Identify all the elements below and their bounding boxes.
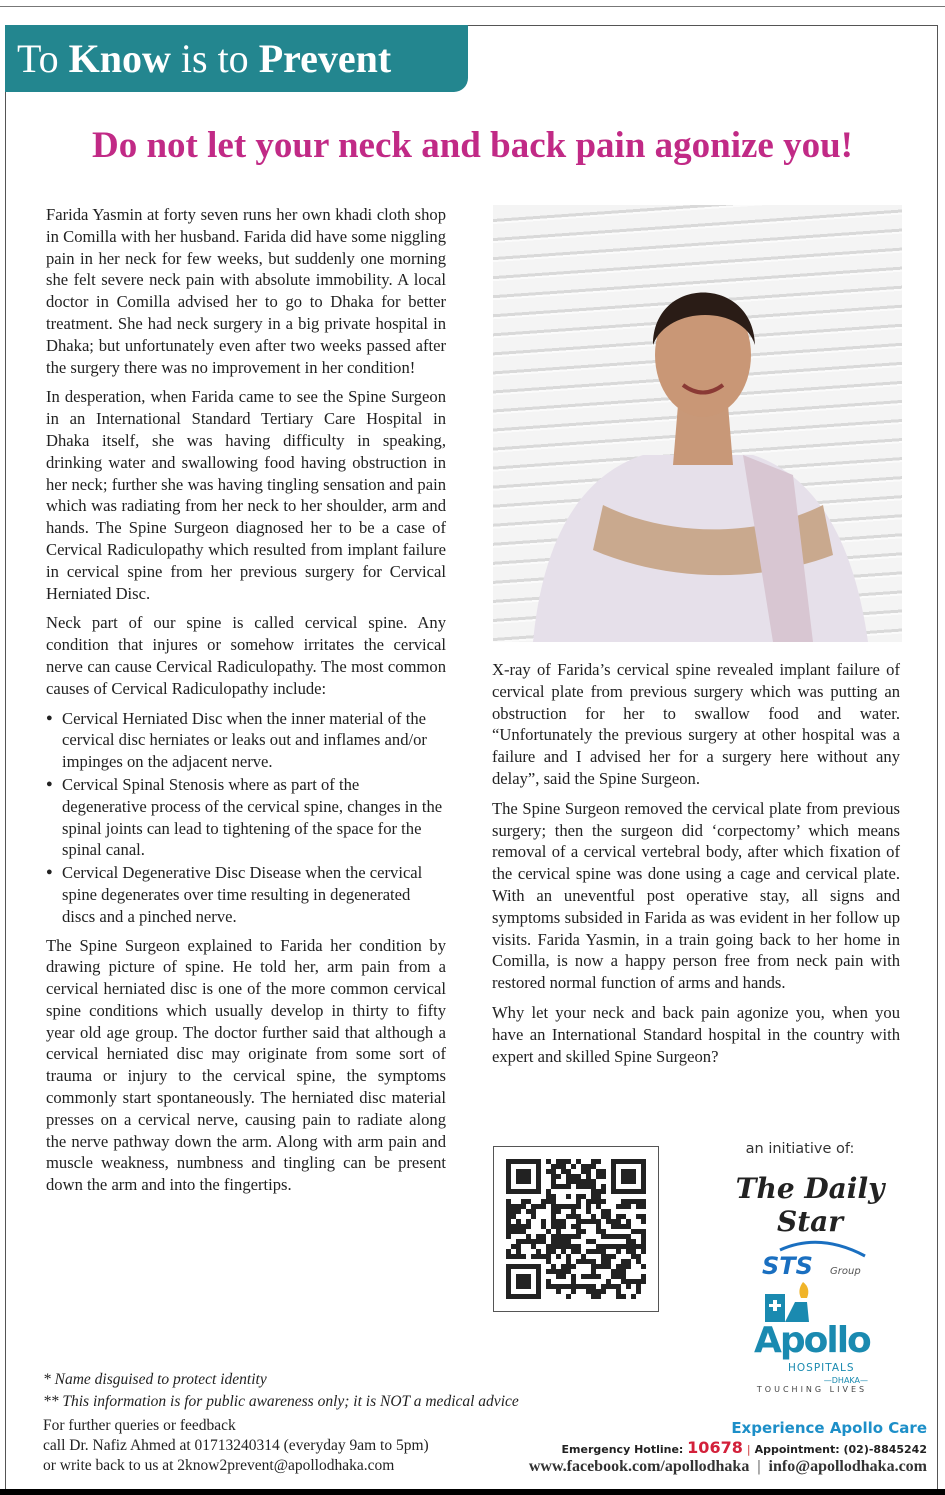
web-row <box>529 1458 927 1476</box>
left-column <box>46 204 446 1204</box>
paragraph: The Spine Surgeon explained to Farida her condition by drawing picture of spine. He told her, arm pain from a cervical herniated disc is one of the more common cervical spine conditions which usually develop in thirty to fifty year old age group. The doctor further said that although a cervical herniated disc may originate from some sort of trauma or injury to the cervical spine, the symptoms commonly start spontaneously. The herniated disc material presses on a cervical nerve, causing pain to radiate along the nerve pathway down the arm. Along with arm pain and muscle weakness, numbness and tingling can be present down the arm and into the fingertips. <box>46 935 446 1195</box>
contact-line: call Dr. Nafiz Ahmed at 01713240314 (everyday 9am to 5pm) <box>43 1437 429 1454</box>
appointment-number[interactable]: Appointment: (02)-8845242 <box>754 1443 927 1456</box>
banner-text: is to <box>170 36 259 81</box>
experience-apollo-care: Experience Apollo Care <box>731 1419 927 1437</box>
separator: | <box>757 1458 761 1475</box>
series-banner <box>5 25 468 92</box>
sts-group-logo <box>760 1236 870 1282</box>
right-column <box>492 659 900 1075</box>
headline: Do not let your neck and back pain agonize you! <box>92 125 853 166</box>
list-item: ● Cervical Degenerative Disc Disease when the cervical spine degenerates over time resulting in degenerated discs and a pinched nerve. <box>46 862 446 927</box>
list-item: ● Cervical Herniated Disc when the inner material of the cervical disc herniates or leaks out and inflames and/or impinges on the adjacent nerve. <box>46 708 446 773</box>
facebook-link[interactable]: www.facebook.com/apollodhaka <box>528 1458 750 1475</box>
paragraph: In desperation, when Farida came to see the Spine Surgeon in an International Standard Tertiary Care Hospital in Dhaka itself, she was having difficulty in speaking, drinking water and swallowing food having obstruction in her neck; further she was having tingling sensation and pain which was radiating from her neck to her shoulder, arm and hands. The Spine Surgeon diagnosed her to be a case of Cervical Radiculopathy which resulted from implant failure in cervical spine from her previous surgery for Cervical Herniated Disc. <box>46 387 446 603</box>
daily-star-logo: The Daily Star <box>735 1172 885 1238</box>
hotline-label: Emergency Hotline: <box>561 1443 688 1456</box>
apollo-emblem-icon <box>763 1280 833 1325</box>
footnote-disclaimer: ** This information is for public awareness only; it is NOT a medical advice <box>43 1393 519 1410</box>
apollo-hospitals-logo <box>748 1280 870 1400</box>
hospitals-text: HOSPITALS <box>788 1362 855 1374</box>
paragraph: X-ray of Farida’s cervical spine revealed implant failure of cervical plate from previous surgery which was putting an obstruction for her to swallow food and water. “Unfortunately the previous surgery at other hospital was a failure and I advised her for a surgery here without any delay”, said the Spine Surgeon. <box>492 660 900 788</box>
svg-text:STS: STS <box>762 1252 813 1280</box>
contact-line: For further queries or feedback <box>43 1417 236 1434</box>
qr-code[interactable] <box>493 1146 659 1312</box>
svg-text:Group: Group <box>830 1266 861 1277</box>
initiative-label: an initiative of: <box>745 1141 855 1157</box>
hotline-row <box>562 1438 927 1457</box>
list-item: ● Cervical Spinal Stenosis where as part of the degenerative process of the cervical spine, changes in the spinal joints can lead to tightening of the space for the spinal canal. <box>46 774 446 861</box>
woman-illustration <box>493 205 902 642</box>
bottom-rule <box>0 1489 945 1495</box>
banner-know: Know <box>68 36 171 81</box>
paragraph: Farida Yasmin at forty seven runs her own khadi cloth shop in Comilla with her husband. Farida did have some niggling pain in her neck for few weeks, but suddenly one morning she felt severe neck pain with absolute immobility. A local doctor in Comilla advised her to go to Dhaka for better treatment. She had neck surgery in a big private hospital in Dhaka; but unfortunately even after two weeks passed after the surgery there was no improvement in her condition! <box>46 205 446 377</box>
paragraph: Why let your neck and back pain agonize you, when you have an International Standard hospital in the country with expert and skilled Spine Surgeon? <box>492 1002 900 1066</box>
paragraph: The Spine Surgeon removed the cervical plate from previous surgery; then the surgeon did ‘corpectomy’ which means removal of a cervical vertebral body, after which fixation of the cervical spine was done using a cage and cervical plate. With an uneventful post operative stay, all signs and symptoms subsided in Farida as was evident in her follow up visits. Farida Yasmin, in a train going back to her home in Comilla, is now a happy person free from neck pain with restored normal function of arms and hands. <box>492 798 900 993</box>
separator: | <box>746 1443 751 1456</box>
qr-code-icon <box>506 1159 646 1299</box>
banner-text: To <box>17 36 69 81</box>
causes-list <box>46 708 446 928</box>
top-rule <box>0 6 945 7</box>
hotline-number[interactable]: 10678 <box>687 1438 743 1457</box>
dhaka-text: —DHAKA— <box>823 1376 868 1385</box>
contact-email[interactable]: or write back to us at 2know2prevent@apollodhaka.com <box>43 1457 395 1474</box>
tagline: TOUCHING LIVES <box>756 1385 868 1394</box>
paragraph: Neck part of our spine is called cervical spine. Any condition that injures or somehow irritates the cervical nerve can cause Cervical Radiculopathy. The most common causes of Cervical Radiculopathy include: <box>46 613 446 698</box>
patient-photo <box>493 205 902 642</box>
apollo-wordmark: Apollo <box>754 1320 870 1361</box>
email-link[interactable]: info@apollodhaka.com <box>768 1458 927 1475</box>
banner-prevent: Prevent <box>258 36 392 81</box>
footnote-identity: * Name disguised to protect identity <box>43 1371 267 1388</box>
